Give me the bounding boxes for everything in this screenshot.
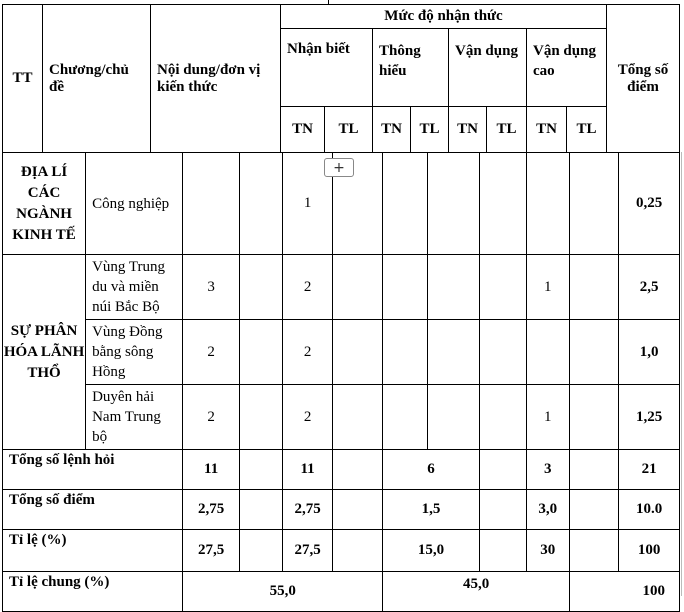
cell-nb-tl: 2 [283, 320, 333, 385]
overall-right: 45,0 [383, 572, 570, 612]
summary-label: Tỉ lệ (%) [3, 530, 183, 572]
page-edge [681, 152, 682, 596]
col-tn: TN [527, 107, 567, 153]
sum-th-tn: 6 [383, 450, 479, 490]
cell-nb-tn: 2 [183, 320, 240, 385]
cell-total: 1,25 [619, 385, 680, 450]
matrix-body [2, 152, 680, 612]
col-tl: TL [487, 107, 527, 153]
sum-vdc: 3,0 [526, 490, 569, 530]
sum-nb-tl: 27,5 [283, 530, 333, 572]
row-content: Vùng Đồng bằng sông Hồng [86, 320, 183, 385]
sum-total: 100 [619, 530, 680, 572]
sum-total: 21 [619, 450, 680, 490]
header-chapter: Chương/chủ đề [43, 5, 151, 153]
cell-nb-tl: 1 [283, 153, 333, 255]
col-tl: TL [325, 107, 373, 153]
summary-row-ratio [3, 530, 680, 572]
level-nhan-biet: Nhận biết [281, 29, 373, 107]
cell-vdc-tl: 1 [526, 385, 569, 450]
sum-nb-tn: 2,75 [183, 490, 240, 530]
cell-total: 2,5 [619, 255, 680, 320]
row-content: Công nghiệp [86, 153, 183, 255]
cell-nb-tl: 2 [283, 255, 333, 320]
header-content: Nội dung/đơn vị kiến thức [151, 5, 281, 153]
header-cognition: Mức độ nhận thức [281, 5, 607, 29]
sum-th-tn: 15,0 [383, 530, 479, 572]
level-van-dung: Vận dụng [449, 29, 527, 107]
section-title: ĐỊA LÍ CÁC NGÀNH KINH TẾ [3, 153, 86, 255]
col-tn: TN [281, 107, 325, 153]
header-total: Tổng số điểm [607, 5, 680, 153]
sum-total: 10.0 [619, 490, 680, 530]
sum-th-tn: 1,5 [383, 490, 479, 530]
row-content: Duyên hải Nam Trung bộ [86, 385, 183, 450]
cell-nb-tl: 2 [283, 385, 333, 450]
summary-row-overall [3, 572, 680, 612]
header-tt: TT [3, 5, 43, 153]
row-content: Vùng Trung du và miền núi Bắc Bộ [86, 255, 183, 320]
col-tn: TN [449, 107, 487, 153]
summary-label: Tỉ lệ chung (%) [3, 572, 183, 612]
summary-row-points [3, 490, 680, 530]
col-tl: TL [567, 107, 607, 153]
level-thong-hieu: Thông hiểu [373, 29, 449, 107]
cell-vdc-tl [526, 320, 569, 385]
cell-vdc-tl [526, 153, 569, 255]
overall-total: 100 [569, 572, 679, 612]
summary-label: Tổng số điểm [3, 490, 183, 530]
cell-nb-tn: 2 [183, 385, 240, 450]
sum-nb-tn: 27,5 [183, 530, 240, 572]
section-title: SỰ PHÂN HÓA LÃNH THỔ [3, 255, 86, 450]
table-row [3, 255, 680, 320]
matrix-header [2, 4, 680, 153]
table-row [3, 385, 680, 450]
summary-label: Tổng số lệnh hỏi [3, 450, 183, 490]
sum-nb-tn: 11 [183, 450, 240, 490]
cell-nb-tn: 3 [183, 255, 240, 320]
col-tl: TL [411, 107, 449, 153]
overall-left: 55,0 [183, 572, 383, 612]
sum-vdc: 3 [526, 450, 569, 490]
col-tn: TN [373, 107, 411, 153]
table-row [3, 320, 680, 385]
cell-vdc-tl: 1 [526, 255, 569, 320]
summary-row-questions [3, 450, 680, 490]
add-row-button[interactable]: + [324, 158, 354, 177]
cell-nb-tn [183, 153, 240, 255]
sum-vdc: 30 [526, 530, 569, 572]
sum-nb-tl: 11 [283, 450, 333, 490]
cell-total: 1,0 [619, 320, 680, 385]
sum-nb-tl: 2,75 [283, 490, 333, 530]
cell-total: 0,25 [619, 153, 680, 255]
level-van-dung-cao: Vận dụng cao [527, 29, 607, 107]
